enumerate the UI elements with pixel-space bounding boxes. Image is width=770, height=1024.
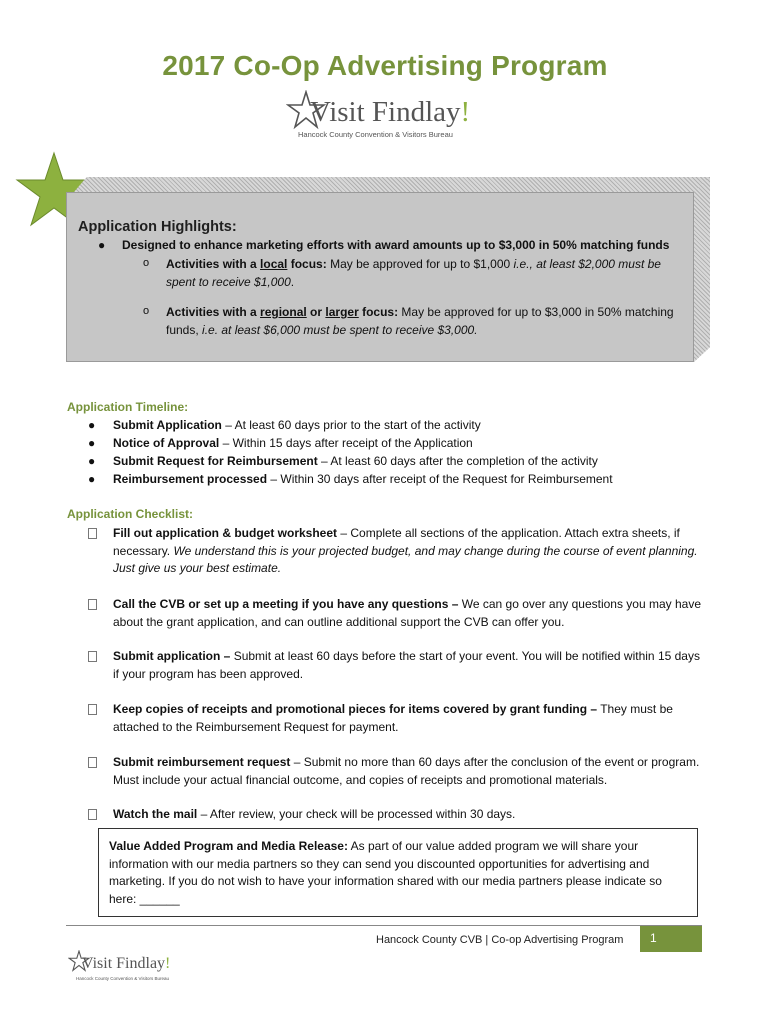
footer-logo — [68, 950, 178, 984]
highlights-heading: Application Highlights: — [78, 219, 237, 235]
logo-subtitle: Hancock County Convention & Visitors Bureau — [298, 130, 453, 139]
checklist-heading: Application Checklist: — [67, 507, 194, 521]
page-number: 1 — [640, 926, 702, 952]
checkbox-icon[interactable] — [88, 528, 97, 539]
logo-subtitle: Hancock County Convention & Visitors Bureau — [76, 976, 169, 981]
sub-bullet-icon: o — [143, 257, 150, 269]
timeline-heading: Application Timeline: — [67, 400, 189, 414]
footer-text: Hancock County CVB | Co-op Advertising Program — [376, 934, 624, 946]
visit-findlay-logo — [286, 90, 486, 142]
bullet-icon: ● — [88, 472, 96, 486]
checkbox-icon[interactable] — [88, 809, 97, 820]
box-shadow-top — [74, 177, 710, 192]
media-release-box: Value Added Program and Media Release: As part of our value added program we will share your information with our media partners so they can send you discounted opportunities for advertising and marketing. If you do not wish to have your information shared with our media partners please indicate so here: ______ — [98, 828, 698, 917]
highlights-local: Activities with a local focus: May be approved for up to $1,000 i.e., at least $2,000 must be spent to receive $1,000. — [166, 257, 661, 289]
highlights-regional: Activities with a regional or larger focus: May be approved for up to $3,000 in 50% matching funds, i.e. at least $6,000 must be spent to receive $3,000. — [166, 305, 674, 337]
checkbox-icon[interactable] — [88, 757, 97, 768]
bullet-icon: ● — [88, 418, 96, 432]
logo-wordmark: Visit Findlay! — [310, 96, 471, 128]
box-shadow-right — [694, 177, 710, 362]
sub-bullet-icon: o — [143, 305, 150, 317]
checkbox-icon[interactable] — [88, 599, 97, 610]
bullet-icon: ● — [88, 436, 96, 450]
bullet-icon: ● — [98, 238, 106, 252]
checkbox-icon[interactable] — [88, 704, 97, 715]
page-title: 2017 Co-Op Advertising Program — [162, 50, 608, 81]
highlights-main: Designed to enhance marketing efforts with award amounts up to $3,000 in 50% matching funds — [122, 238, 670, 252]
bullet-icon: ● — [88, 454, 96, 468]
checkbox-icon[interactable] — [88, 651, 97, 662]
logo-wordmark: Visit Findlay! — [82, 955, 171, 972]
footer-divider — [66, 925, 702, 926]
